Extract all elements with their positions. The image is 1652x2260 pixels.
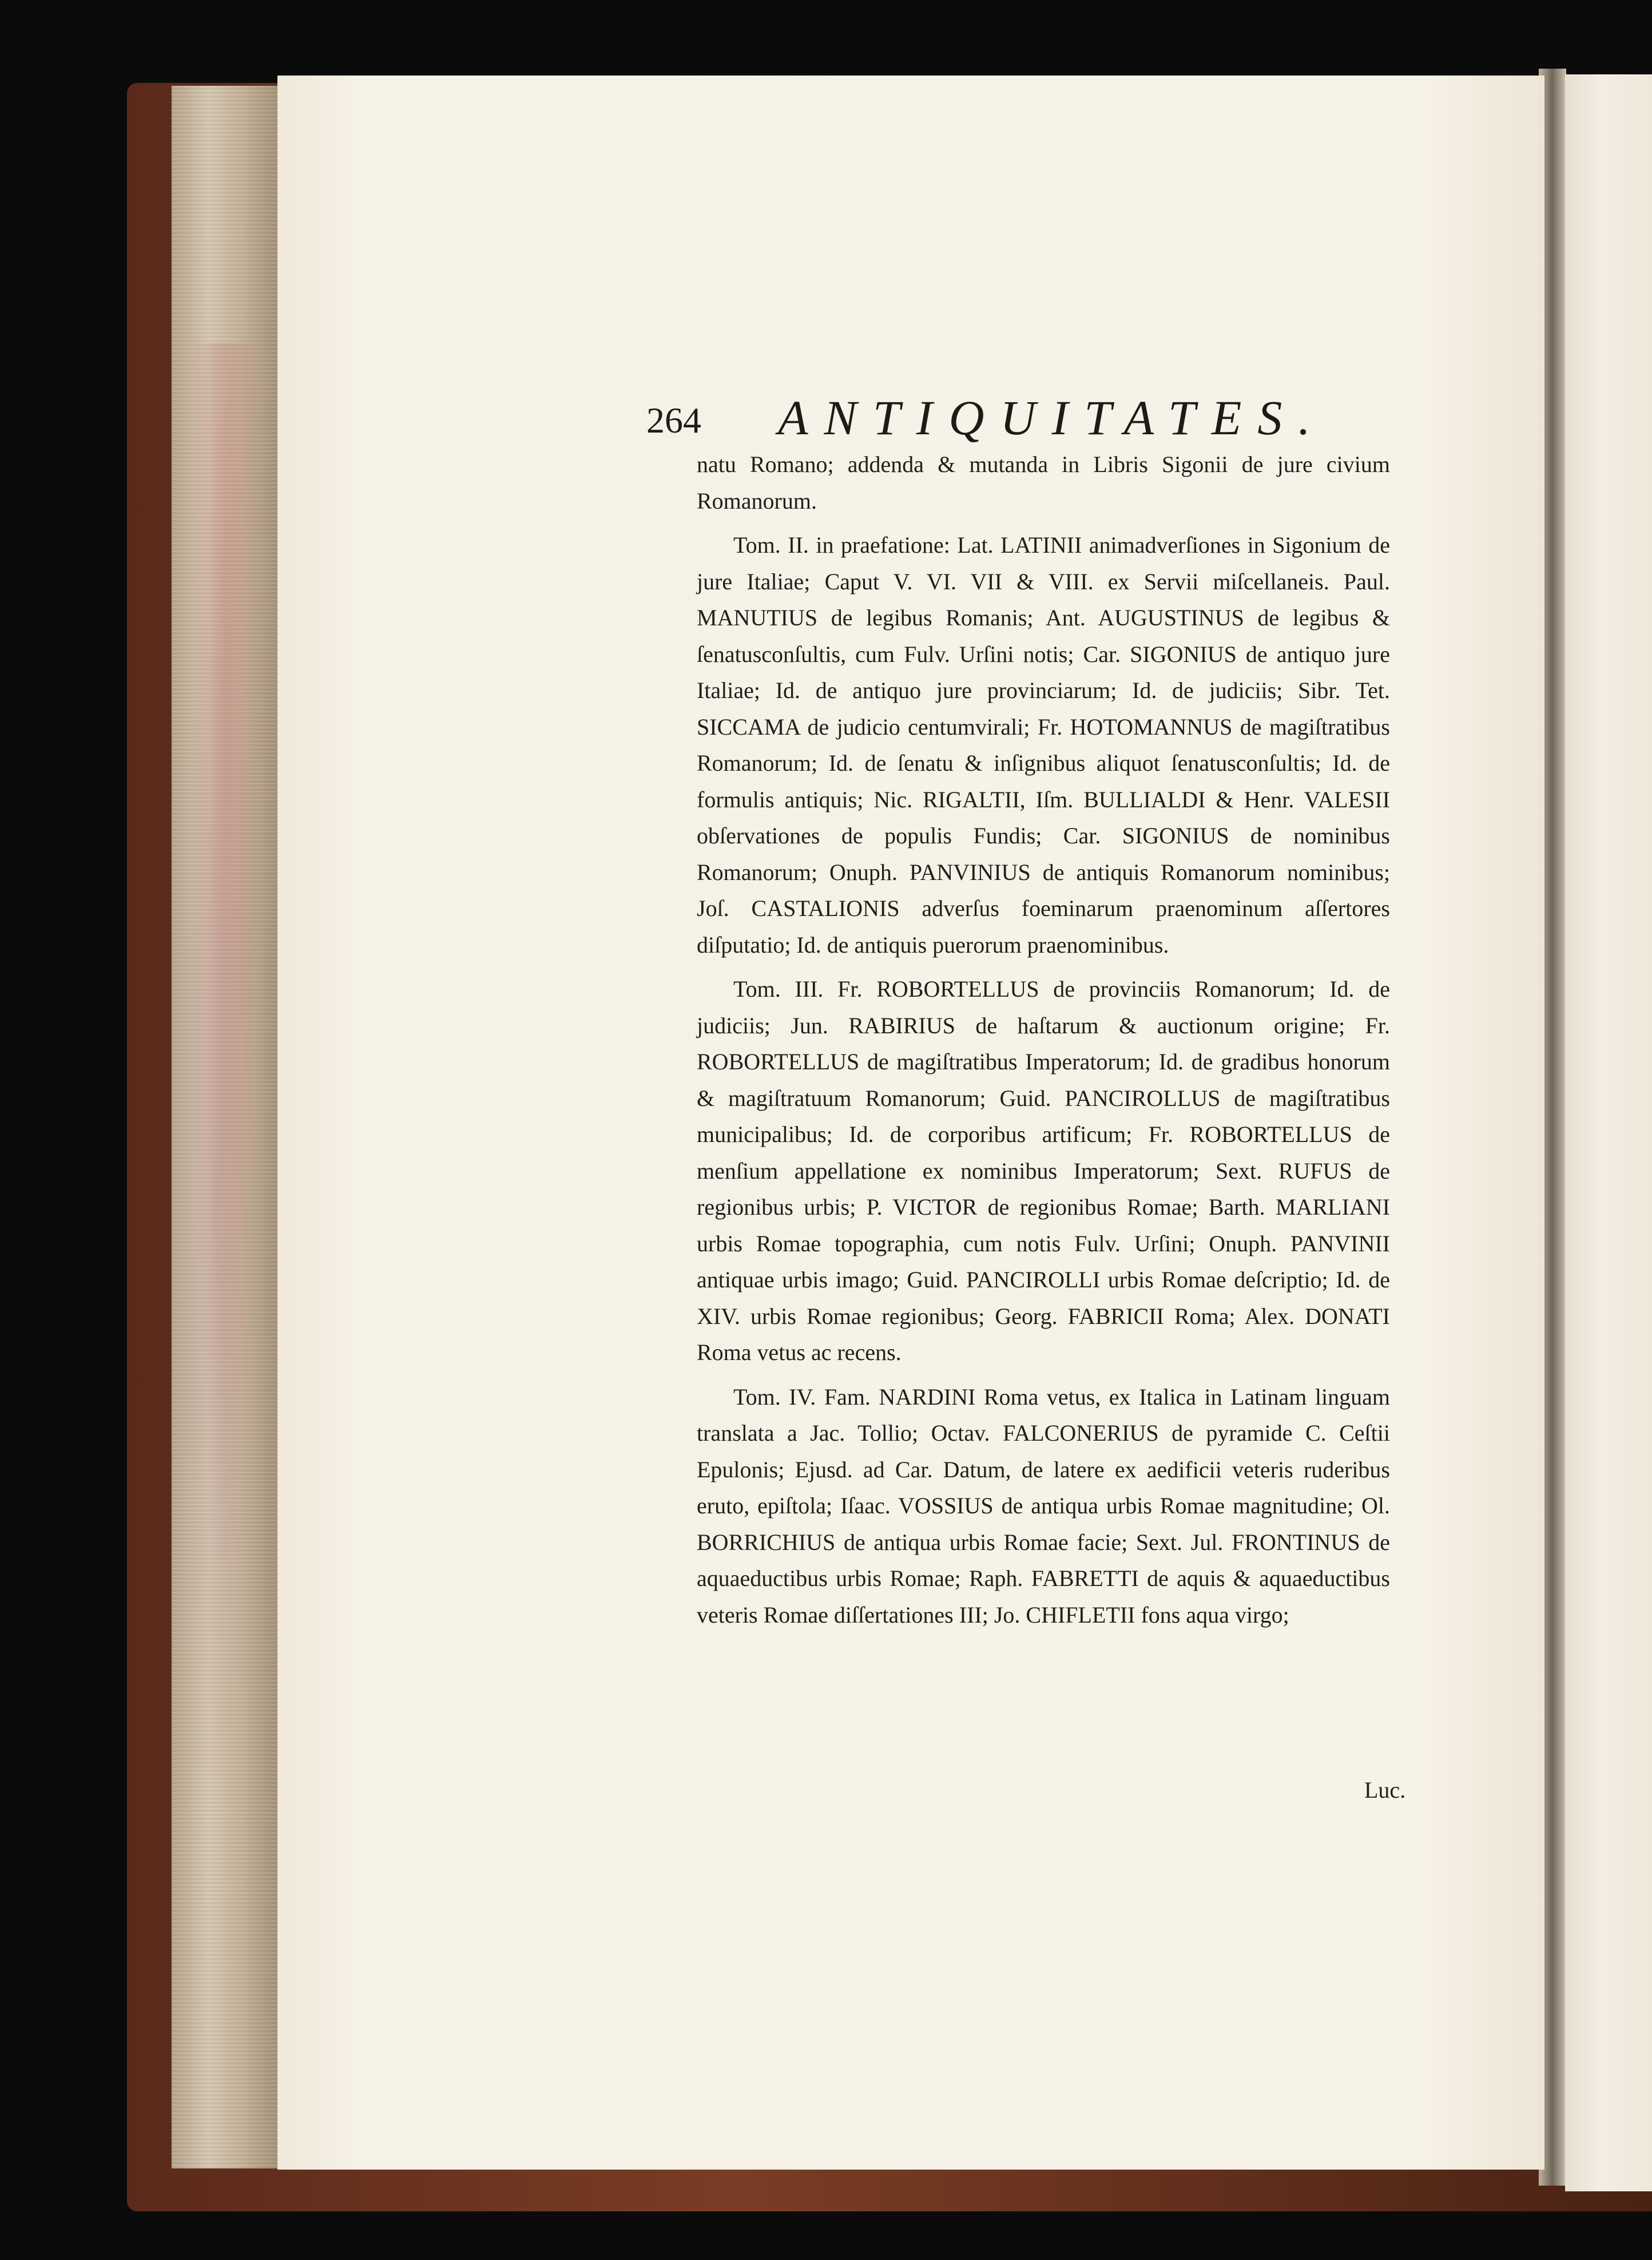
paragraph-1: natu Romano; addenda & mutanda in Libris Sigonii de jure civium Romanorum. (697, 451, 1390, 514)
paragraph-tom-4: Tom. IV. Fam. NARDINI Roma vetus, ex Italica in Latinam linguam translata a Jac. Tollio; Octav. FALCONERIUS de pyramide C. Ceſtii Epulonis; Ejusd. ad Car. Datum, de latere ex aedificii veteris ruderibus eruto, epiſtola; Iſaac. VOSSIUS de antiqua urbis Romae magnitudine; Ol. BORRICHIUS de antiqua urbis Romae facie; Sext. Jul. FRONTINUS de aquaeductibus urbis Romae; Raph. FABRETTI de aquis & aquaeductibus veteris Romae diſſertationes III; Jo. CHIFLETII fons aqua virgo; (697, 1383, 1390, 1628)
page-number: 264 (646, 400, 701, 441)
running-title: ANTIQUITATES. (778, 390, 1327, 445)
paragraph-tom-3: Tom. III. Fr. ROBORTELLUS de provinciis Romanorum; Id. de judiciis; Jun. RABIRIUS de haſtarum & auctionum origine; Fr. ROBORTELLUS de magiſtratibus Imperatorum; Id. de gradibus honorum & magiſtratuum Romanorum; Guid. PANCIROLLUS de magiſtratibus municipalibus; Id. de corporibus artificum; Fr. ROBORTELLUS de menſium appellatione ex nominibus Imperatorum; Sext. RUFUS de regionibus urbis; P. VICTOR de regionibus Romae; Barth. MARLIANI urbis Romae topographia, cum notis Fulv. Urſini; Onuph. PANVINII antiquae urbis imago; Guid. PANCIROLLI urbis Romae deſcriptio; Id. de XIV. urbis Romae regionibus; Georg. FABRICII Roma; Alex. DONATI Roma vetus ac recens. (697, 976, 1390, 1365)
catchword: Luc. (1364, 1777, 1406, 1803)
facing-page (1565, 74, 1652, 2191)
page-header (646, 389, 1390, 452)
body-text (697, 446, 1390, 1633)
marbled-edge (183, 343, 269, 1774)
paragraph-tom-2: Tom. II. in praefatione: Lat. LATINII animadverſiones in Sigonium de jure Italiae; Caput V. VI. VII & VIII. ex Servii miſcellaneis. Paul. MANUTIUS de legibus Romanis; Ant. AUGUSTINUS de legibus & ſenatusconſultis, cum Fulv. Urſini notis; Car. SIGONIUS de antiquo jure Italiae; Id. de antiquo jure provinciarum; Id. de judiciis; Sibr. Tet. SICCAMA de judicio centumvirali; Fr. HOTOMANNUS de magiſtratibus Romanorum; Id. de ſenatu & inſignibus aliquot ſenatusconſultis; Id. de formulis antiquis; Nic. RIGALTII, Iſm. BULLIALDI & Henr. VALESII obſervationes de populis Fundis; Car. SIGONIUS de nominibus Romanorum; Onuph. PANVINIUS de antiquis Romanorum nominibus; Joſ. CASTALIONIS adverſus foeminarum praenominum aſſertores diſputatio; Id. de antiquis puerorum praenominibus. (697, 532, 1390, 958)
